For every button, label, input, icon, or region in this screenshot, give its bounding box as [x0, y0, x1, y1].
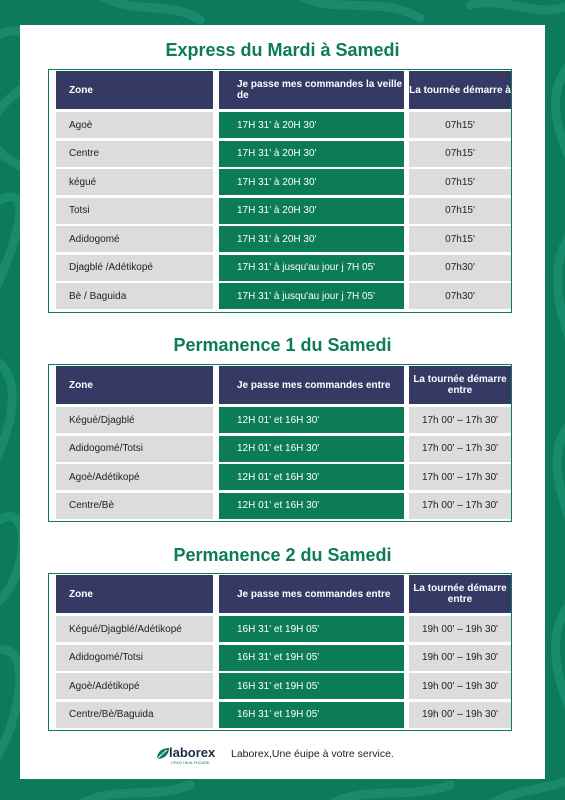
start-time-cell: 19h 00' – 19h 30': [409, 702, 511, 728]
table-header: [56, 575, 511, 613]
header-zone: Zone: [56, 575, 213, 613]
table-row: [56, 702, 511, 730]
header-start-time: La tournée démarre entre: [409, 366, 511, 404]
order-window-cell: 17H 31' à jusqu'au jour j 7H 05': [219, 255, 404, 281]
header-start-time: La tournée démarre à: [409, 71, 511, 109]
start-time-cell: 07h15': [409, 198, 511, 224]
order-window-cell: 12H 01' et 16H 30': [219, 464, 404, 490]
table-row: [56, 169, 511, 197]
section-title-permanence-2: Permanence 2 du Samedi: [173, 545, 392, 565]
order-window-cell: 17H 31' à 20H 30': [219, 112, 404, 138]
order-window-cell: 17H 31' à 20H 30': [219, 169, 404, 195]
table-row: [56, 645, 511, 673]
zone-cell: Adidogomé/Totsi: [56, 645, 213, 671]
section-title-express: Express du Mardi à Samedi: [165, 40, 400, 60]
header-order-window: Je passe mes commandes entre: [219, 366, 404, 404]
start-time-cell: 07h15': [409, 226, 511, 252]
laborex-logo: [155, 745, 235, 767]
table-permanence-1: [48, 364, 512, 522]
start-time-cell: 07h15': [409, 169, 511, 195]
table-row: [56, 436, 511, 464]
start-time-cell: 19h 00' – 19h 30': [409, 645, 511, 671]
zone-cell: Djagblé /Adétikopé: [56, 255, 213, 281]
start-time-cell: 07h30': [409, 255, 511, 281]
table-row: [56, 673, 511, 701]
start-time-cell: 07h15': [409, 112, 511, 138]
table-row: [56, 407, 511, 435]
schedule-sheet: [20, 25, 545, 779]
table-row: [56, 464, 511, 492]
zone-cell: Agoè/Adétikopé: [56, 673, 213, 699]
start-time-cell: 17h 00' – 17h 30': [409, 493, 511, 519]
start-time-cell: 19h 00' – 19h 30': [409, 673, 511, 699]
table-row: [56, 226, 511, 254]
table-row: [56, 255, 511, 283]
table-header: [56, 71, 511, 109]
table-row: [56, 493, 511, 521]
order-window-cell: 16H 31' et 19H 05': [219, 673, 404, 699]
start-time-cell: 07h15': [409, 141, 511, 167]
zone-cell: Centre/Bè/Baguida: [56, 702, 213, 728]
zone-cell: kégué: [56, 169, 213, 195]
start-time-cell: 17h 00' – 17h 30': [409, 407, 511, 433]
table-row: [56, 198, 511, 226]
zone-cell: Agoè: [56, 112, 213, 138]
zone-cell: Kégué/Djagblé/Adétikopé: [56, 616, 213, 642]
table-row: [56, 283, 511, 311]
order-window-cell: 16H 31' et 19H 05': [219, 645, 404, 671]
section-title-permanence-1: Permanence 1 du Samedi: [173, 335, 392, 355]
table-permanence-2: [48, 573, 512, 731]
order-window-cell: 17H 31' à 20H 30': [219, 141, 404, 167]
order-window-cell: 17H 31' à jusqu'au jour j 7H 05': [219, 283, 404, 309]
header-order-window: Je passe mes commandes entre: [219, 575, 404, 613]
footer: [20, 743, 545, 767]
order-window-cell: 12H 01' et 16H 30': [219, 407, 404, 433]
zone-cell: Bè / Baguida: [56, 283, 213, 309]
zone-cell: Centre: [56, 141, 213, 167]
table-row: [56, 141, 511, 169]
header-start-time: La tournée démarre entre: [409, 575, 511, 613]
zone-cell: Totsi: [56, 198, 213, 224]
zone-cell: Adidogomé: [56, 226, 213, 252]
table-row: [56, 112, 511, 140]
table-row: [56, 616, 511, 644]
header-order-window: Je passe mes commandes la veille de: [219, 71, 404, 109]
zone-cell: Adidogomé/Totsi: [56, 436, 213, 462]
header-zone: Zone: [56, 366, 213, 404]
start-time-cell: 17h 00' – 17h 30': [409, 464, 511, 490]
table-header: [56, 366, 511, 404]
logo-subtitle: CFAO HEALTHCARE: [171, 760, 210, 765]
zone-cell: Kégué/Djagblé: [56, 407, 213, 433]
order-window-cell: 17H 31' à 20H 30': [219, 198, 404, 224]
order-window-cell: 16H 31' et 19H 05': [219, 702, 404, 728]
start-time-cell: 19h 00' – 19h 30': [409, 616, 511, 642]
footer-tagline: Laborex,Une éuipe à votre service.: [231, 748, 394, 760]
order-window-cell: 12H 01' et 16H 30': [219, 493, 404, 519]
logo-text: laborex: [169, 745, 216, 760]
order-window-cell: 17H 31' à 20H 30': [219, 226, 404, 252]
order-window-cell: 12H 01' et 16H 30': [219, 436, 404, 462]
table-express: [48, 69, 512, 313]
start-time-cell: 07h30': [409, 283, 511, 309]
zone-cell: Agoè/Adétikopé: [56, 464, 213, 490]
start-time-cell: 17h 00' – 17h 30': [409, 436, 511, 462]
order-window-cell: 16H 31' et 19H 05': [219, 616, 404, 642]
zone-cell: Centre/Bè: [56, 493, 213, 519]
header-zone: Zone: [56, 71, 213, 109]
